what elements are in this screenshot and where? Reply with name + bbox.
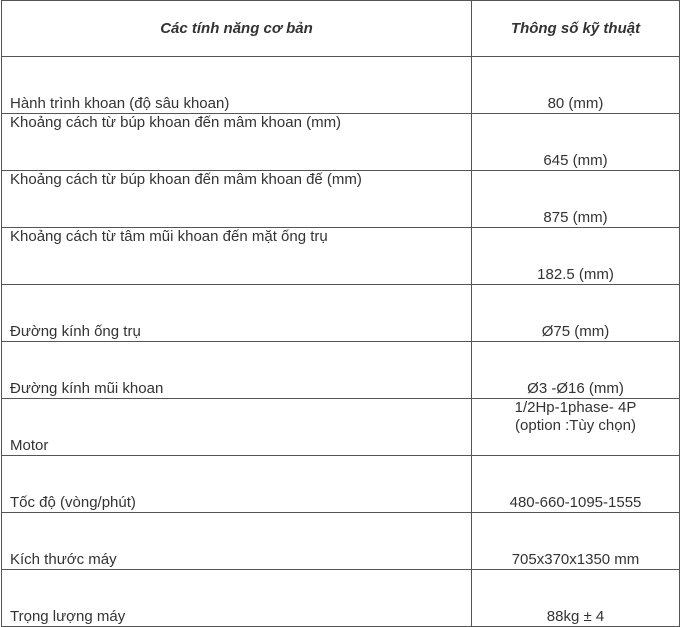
spec-cell: 645 (mm) [472, 114, 680, 171]
motor-spec-line2: (option :Tùy chọn) [515, 417, 636, 434]
feature-cell: Tốc độ (vòng/phút) [2, 456, 472, 513]
spec-cell: 875 (mm) [472, 171, 680, 228]
table-row [2, 570, 680, 627]
table-row [2, 513, 680, 570]
table-header-row [2, 1, 680, 57]
table-row [2, 342, 680, 399]
feature-cell: Trọng lượng máy [2, 570, 472, 627]
table-row [2, 285, 680, 342]
motor-spec-line1: 1/2Hp-1phase- 4P [514, 399, 637, 416]
header-feature: Các tính năng cơ bản [2, 1, 472, 57]
spec-cell: 80 (mm) [472, 57, 680, 114]
feature-cell: Motor [2, 399, 472, 456]
table-row [2, 399, 680, 456]
table-row [2, 456, 680, 513]
spec-cell: Ø3 -Ø16 (mm) [472, 342, 680, 399]
table-row [2, 114, 680, 171]
spec-cell: 182.5 (mm) [472, 228, 680, 285]
table-row [2, 57, 680, 114]
spec-cell: Ø75 (mm) [472, 285, 680, 342]
header-spec: Thông số kỹ thuật [472, 1, 680, 57]
spec-cell: 480-660-1095-1555 [472, 456, 680, 513]
feature-cell: Đường kính mũi khoan [2, 342, 472, 399]
feature-cell: Kích thước máy [2, 513, 472, 570]
table-row [2, 228, 680, 285]
feature-cell: Hành trình khoan (độ sâu khoan) [2, 57, 472, 114]
spec-cell: 705x370x1350 mm [472, 513, 680, 570]
spec-cell [472, 399, 680, 456]
spec-cell: 88kg ± 4 [472, 570, 680, 627]
feature-cell: Khoảng cách từ búp khoan đến mâm khoan đế (mm) [2, 171, 472, 228]
table-row [2, 171, 680, 228]
feature-cell: Đường kính ống trụ [2, 285, 472, 342]
spec-table [1, 0, 680, 627]
feature-cell: Khoảng cách từ búp khoan đến mâm khoan (mm) [2, 114, 472, 171]
feature-cell: Khoảng cách từ tâm mũi khoan đến mặt ống trụ [2, 228, 472, 285]
